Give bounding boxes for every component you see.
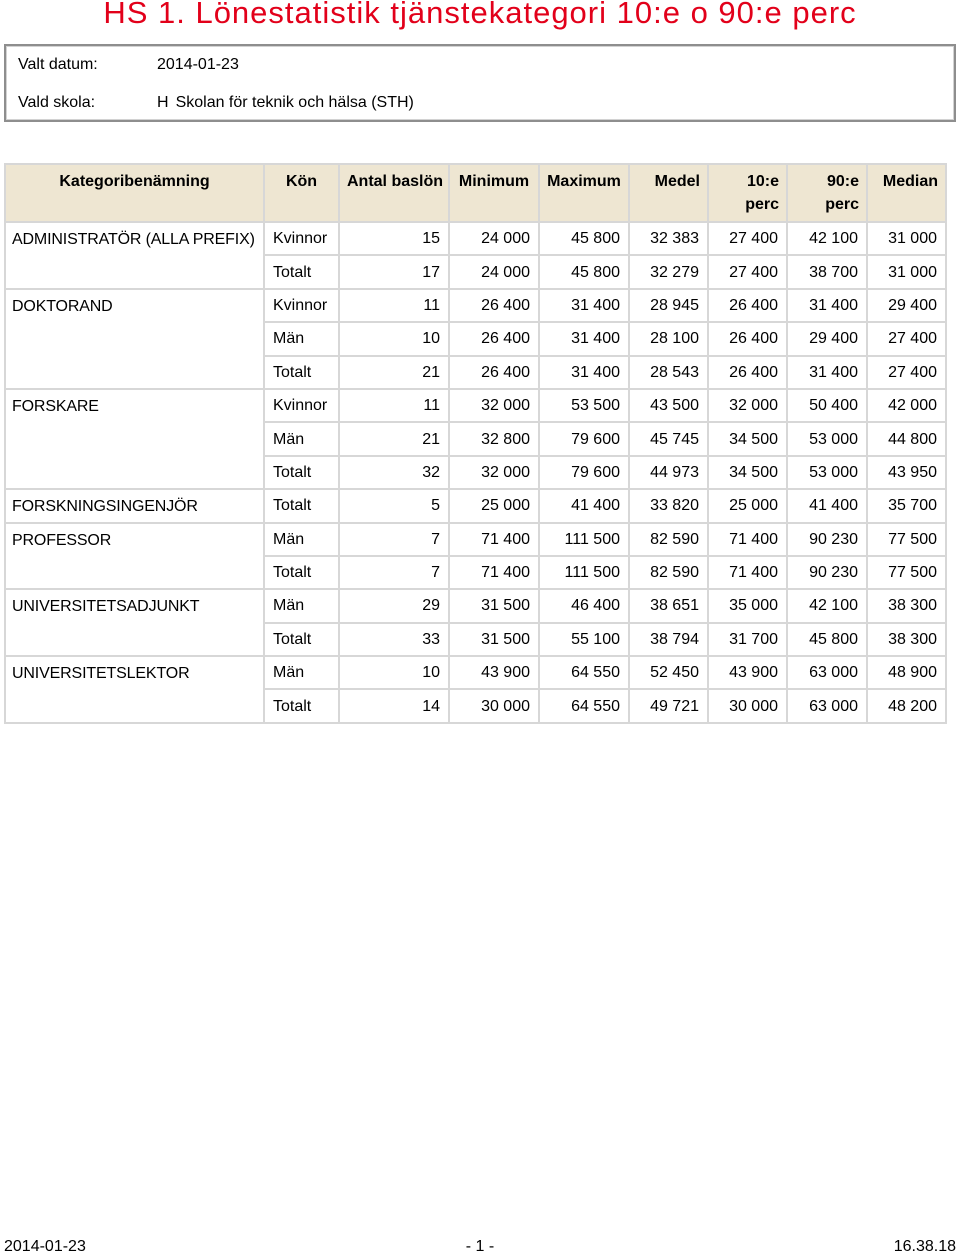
maximum-cell: 45 800 — [539, 222, 629, 255]
median-cell: 35 700 — [867, 489, 946, 522]
p10-cell: 30 000 — [708, 689, 787, 722]
mean-cell: 43 500 — [629, 389, 708, 422]
count-cell: 7 — [339, 556, 449, 589]
mean-cell: 32 279 — [629, 255, 708, 288]
mean-cell: 28 100 — [629, 322, 708, 355]
category-cell: UNIVERSITETSLEKTOR — [5, 656, 264, 723]
p10-cell: 35 000 — [708, 589, 787, 622]
footer-date: 2014-01-23 — [4, 1238, 86, 1255]
count-cell: 5 — [339, 489, 449, 522]
median-cell: 27 400 — [867, 356, 946, 389]
mean-cell: 52 450 — [629, 656, 708, 689]
header-p10-cell — [708, 164, 787, 222]
maximum-cell: 64 550 — [539, 656, 629, 689]
gender-cell: Totalt — [264, 689, 339, 722]
gender-cell: Män — [264, 322, 339, 355]
p10-cell: 27 400 — [708, 222, 787, 255]
selected-date-value: 2014-01-23 — [157, 56, 239, 73]
table-row — [5, 222, 946, 255]
p90-cell: 42 100 — [787, 222, 867, 255]
minimum-cell: 32 800 — [449, 422, 539, 455]
table-header-row — [5, 164, 946, 222]
mean-cell: 44 973 — [629, 456, 708, 489]
maximum-cell: 55 100 — [539, 623, 629, 656]
minimum-cell: 26 400 — [449, 322, 539, 355]
median-cell: 31 000 — [867, 255, 946, 288]
gender-cell: Totalt — [264, 489, 339, 522]
school-name: Skolan för teknik och hälsa (STH) — [175, 94, 414, 111]
p90-cell: 29 400 — [787, 322, 867, 355]
p90-cell: 63 000 — [787, 656, 867, 689]
count-cell: 32 — [339, 456, 449, 489]
mean-cell: 38 794 — [629, 623, 708, 656]
p90-cell: 41 400 — [787, 489, 867, 522]
table-row — [5, 523, 946, 556]
p90-cell: 90 230 — [787, 523, 867, 556]
minimum-cell: 43 900 — [449, 656, 539, 689]
mean-cell: 82 590 — [629, 556, 708, 589]
gender-cell: Män — [264, 589, 339, 622]
p10-cell: 32 000 — [708, 389, 787, 422]
count-cell: 11 — [339, 289, 449, 322]
p90-cell: 45 800 — [787, 623, 867, 656]
gender-cell: Kvinnor — [264, 289, 339, 322]
minimum-cell: 31 500 — [449, 623, 539, 656]
table-row — [5, 656, 946, 689]
count-cell: 11 — [339, 389, 449, 422]
count-cell: 15 — [339, 222, 449, 255]
count-cell: 10 — [339, 656, 449, 689]
mean-cell: 82 590 — [629, 523, 708, 556]
header-count: Antal baslön — [339, 164, 449, 222]
category-cell: FORSKNINGSINGENJÖR — [5, 489, 264, 522]
page-title: HS 1. Lönestatistik tjänstekategori 10:e o 90:e perc — [103, 0, 857, 30]
header-median: Median — [867, 164, 946, 222]
maximum-cell: 41 400 — [539, 489, 629, 522]
category-cell: FORSKARE — [5, 389, 264, 489]
p90-cell: 31 400 — [787, 289, 867, 322]
maximum-cell: 31 400 — [539, 289, 629, 322]
mean-cell: 38 651 — [629, 589, 708, 622]
gender-cell: Kvinnor — [264, 222, 339, 255]
maximum-cell: 31 400 — [539, 322, 629, 355]
p90-cell: 53 000 — [787, 422, 867, 455]
count-cell: 33 — [339, 623, 449, 656]
count-cell: 21 — [339, 356, 449, 389]
median-cell: 77 500 — [867, 556, 946, 589]
table-row — [5, 289, 946, 322]
table-row — [5, 589, 946, 622]
p10-cell: 26 400 — [708, 289, 787, 322]
p90-cell: 42 100 — [787, 589, 867, 622]
p10-cell: 27 400 — [708, 255, 787, 288]
p10-cell: 71 400 — [708, 523, 787, 556]
mean-cell: 49 721 — [629, 689, 708, 722]
median-cell: 29 400 — [867, 289, 946, 322]
selected-school-row — [18, 93, 918, 112]
header-p90-cell — [787, 164, 867, 222]
minimum-cell: 31 500 — [449, 589, 539, 622]
header-p10: 10:e perc — [745, 173, 779, 213]
gender-cell: Män — [264, 656, 339, 689]
count-cell: 29 — [339, 589, 449, 622]
minimum-cell: 26 400 — [449, 289, 539, 322]
median-cell: 77 500 — [867, 523, 946, 556]
median-cell: 27 400 — [867, 322, 946, 355]
minimum-cell: 71 400 — [449, 556, 539, 589]
selected-school-label: Vald skola: — [18, 94, 96, 111]
gender-cell: Totalt — [264, 356, 339, 389]
minimum-cell: 26 400 — [449, 356, 539, 389]
p90-cell: 31 400 — [787, 356, 867, 389]
median-cell: 43 950 — [867, 456, 946, 489]
category-cell: ADMINISTRATÖR (ALLA PREFIX) — [5, 222, 264, 289]
p90-cell: 38 700 — [787, 255, 867, 288]
maximum-cell: 45 800 — [539, 255, 629, 288]
selected-date-row — [18, 55, 918, 74]
maximum-cell: 79 600 — [539, 422, 629, 455]
p10-cell: 43 900 — [708, 656, 787, 689]
minimum-cell: 30 000 — [449, 689, 539, 722]
table-body — [5, 222, 946, 723]
maximum-cell: 46 400 — [539, 589, 629, 622]
median-cell: 48 200 — [867, 689, 946, 722]
count-cell: 10 — [339, 322, 449, 355]
category-cell: UNIVERSITETSADJUNKT — [5, 589, 264, 656]
gender-cell: Kvinnor — [264, 389, 339, 422]
school-code: H — [157, 94, 169, 111]
p10-cell: 26 400 — [708, 322, 787, 355]
header-maximum: Maximum — [539, 164, 629, 222]
minimum-cell: 24 000 — [449, 222, 539, 255]
table-row — [5, 389, 946, 422]
count-cell: 17 — [339, 255, 449, 288]
p10-cell: 34 500 — [708, 456, 787, 489]
gender-cell: Totalt — [264, 456, 339, 489]
p10-cell: 71 400 — [708, 556, 787, 589]
selection-info-box — [4, 44, 956, 122]
p10-cell: 26 400 — [708, 356, 787, 389]
median-cell: 38 300 — [867, 623, 946, 656]
median-cell: 48 900 — [867, 656, 946, 689]
gender-cell: Män — [264, 523, 339, 556]
maximum-cell: 64 550 — [539, 689, 629, 722]
mean-cell: 45 745 — [629, 422, 708, 455]
p90-cell: 63 000 — [787, 689, 867, 722]
count-cell: 7 — [339, 523, 449, 556]
count-cell: 14 — [339, 689, 449, 722]
footer-time: 16.38.18 — [893, 1238, 956, 1255]
minimum-cell: 24 000 — [449, 255, 539, 288]
selected-school-value — [157, 93, 414, 112]
salary-statistics-table — [4, 163, 947, 724]
median-cell: 42 000 — [867, 389, 946, 422]
minimum-cell: 25 000 — [449, 489, 539, 522]
p90-cell: 90 230 — [787, 556, 867, 589]
header-minimum: Minimum — [449, 164, 539, 222]
p10-cell: 25 000 — [708, 489, 787, 522]
footer-page-number: - 1 - — [465, 1238, 495, 1255]
p90-cell: 53 000 — [787, 456, 867, 489]
median-cell: 31 000 — [867, 222, 946, 255]
minimum-cell: 32 000 — [449, 456, 539, 489]
median-cell: 38 300 — [867, 589, 946, 622]
table-row — [5, 489, 946, 522]
maximum-cell: 53 500 — [539, 389, 629, 422]
mean-cell: 28 945 — [629, 289, 708, 322]
category-cell: DOKTORAND — [5, 289, 264, 389]
p90-cell: 50 400 — [787, 389, 867, 422]
header-category: Kategoribenämning — [5, 164, 264, 222]
category-cell: PROFESSOR — [5, 523, 264, 590]
header-mean: Medel — [629, 164, 708, 222]
gender-cell: Män — [264, 422, 339, 455]
maximum-cell: 111 500 — [539, 523, 629, 556]
selected-date-label: Valt datum: — [18, 56, 98, 73]
page-footer — [4, 1237, 956, 1256]
p10-cell: 31 700 — [708, 623, 787, 656]
mean-cell: 33 820 — [629, 489, 708, 522]
gender-cell: Totalt — [264, 623, 339, 656]
p10-cell: 34 500 — [708, 422, 787, 455]
gender-cell: Totalt — [264, 255, 339, 288]
minimum-cell: 71 400 — [449, 523, 539, 556]
median-cell: 44 800 — [867, 422, 946, 455]
maximum-cell: 31 400 — [539, 356, 629, 389]
mean-cell: 28 543 — [629, 356, 708, 389]
maximum-cell: 79 600 — [539, 456, 629, 489]
mean-cell: 32 383 — [629, 222, 708, 255]
maximum-cell: 111 500 — [539, 556, 629, 589]
count-cell: 21 — [339, 422, 449, 455]
header-p90: 90:e perc — [825, 173, 859, 213]
gender-cell: Totalt — [264, 556, 339, 589]
minimum-cell: 32 000 — [449, 389, 539, 422]
header-gender: Kön — [264, 164, 339, 222]
